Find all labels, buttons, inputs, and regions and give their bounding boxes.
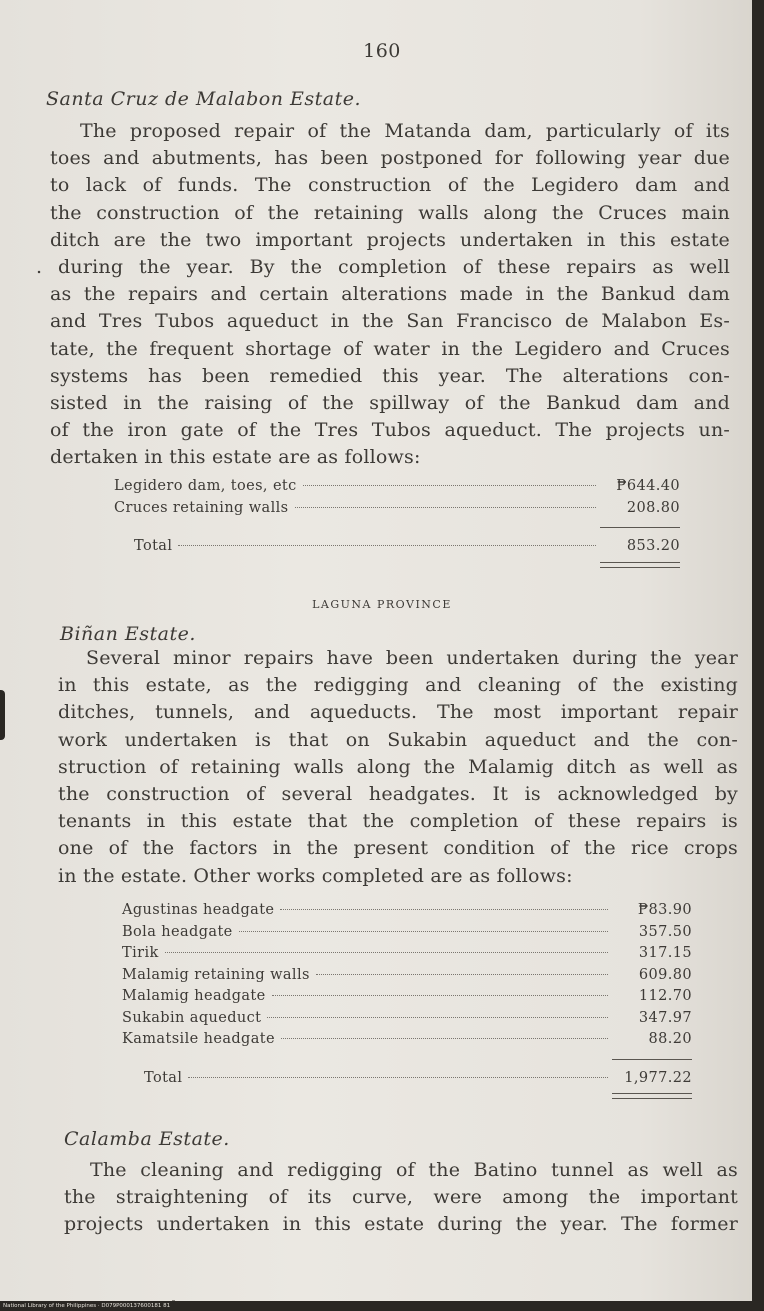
table-row [114, 500, 680, 522]
santa-cruz-expense-table [114, 478, 680, 568]
paragraph-line: The proposed repair of the Matanda dam, particularly of its [80, 120, 730, 142]
paragraph-line: in the estate. Other works completed are as follows: [58, 864, 573, 887]
paragraph-line: one of the factors in the present condition of the rice crops [58, 837, 738, 860]
dot-leader [239, 931, 608, 932]
item-label: Bola headgate [122, 923, 233, 940]
dot-leader [272, 995, 608, 996]
table-row [122, 988, 692, 1010]
item-amount: 208.80 [626, 499, 680, 516]
subtotal-rule [612, 1059, 692, 1060]
item-amount: 317.15 [638, 945, 692, 961]
item-label: Malamig retaining walls [122, 966, 310, 983]
paragraph-line: ditch are the two important projects undertaken in this estate [50, 228, 730, 251]
paragraph-line: and Tres Tubos aqueduct in the San Francisco de Malabon Es- [50, 310, 730, 333]
binan-expense-table [122, 902, 692, 1099]
santa-cruz-paragraph [36, 118, 730, 472]
item-amount: ₱644.40 [616, 478, 680, 494]
total-double-rule [600, 562, 680, 568]
paragraph-line: sisted in the raising of the spillway of the Bankud dam and [50, 392, 730, 415]
item-label: Malamig headgate [122, 988, 266, 1004]
dot-leader [281, 1038, 608, 1039]
santa-cruz-heading: Santa Cruz de Malabon Estate. [46, 88, 362, 110]
calamba-paragraph [64, 1157, 738, 1239]
total-label: Total [144, 1069, 183, 1086]
table-row [122, 945, 692, 967]
dot-leader [316, 974, 608, 975]
item-label: Agustinas headgate [122, 902, 275, 918]
paragraph-line: as the repairs and certain alterations made in the Bankud dam [50, 283, 730, 306]
paragraph-line: dertaken in this estate are as follows: [50, 446, 421, 469]
paragraph-line: ditches, tunnels, and aqueducts. The most important repair [58, 701, 738, 724]
binan-paragraph [58, 645, 738, 890]
page-number: 160 [363, 40, 401, 62]
paragraph-line: . during the year. By the completion of these repairs as well [36, 256, 730, 279]
dot-leader [267, 1017, 608, 1018]
total-row [114, 538, 680, 560]
dot-leader [280, 909, 608, 910]
paragraph-line: tenants in this estate that the completion of these repairs is [58, 810, 738, 833]
item-amount: 347.97 [638, 1009, 692, 1026]
table-row [122, 902, 692, 924]
table-row [122, 924, 692, 946]
dot-leader [188, 1077, 608, 1078]
item-amount: ₱83.90 [637, 902, 692, 918]
item-label: Kamatsile headgate [122, 1031, 275, 1047]
table-row [122, 1031, 692, 1053]
paragraph-line: of the iron gate of the Tres Tubos aqueduct. The projects un- [50, 419, 730, 442]
paragraph-line: struction of retaining walls along the Malamig ditch as well as [58, 755, 738, 778]
calamba-heading: Calamba Estate. [64, 1128, 230, 1150]
paragraph-line: systems has been remedied this year. The alterations con- [50, 364, 730, 387]
subtotal-rule [600, 527, 680, 528]
total-amount: 853.20 [626, 538, 680, 554]
item-label: Cruces retaining walls [114, 499, 289, 516]
paragraph-line: projects undertaken in this estate during the year. The former [64, 1213, 738, 1236]
total-double-rule [612, 1093, 692, 1099]
paragraph-line: in this estate, as the redigging and cleaning of the existing [58, 674, 738, 697]
item-amount: 357.50 [638, 923, 692, 940]
paragraph-line: Several minor repairs have been undertaken during the year [86, 647, 738, 669]
total-label: Total [134, 538, 173, 554]
item-amount: 609.80 [638, 966, 692, 983]
item-amount: 112.70 [638, 988, 692, 1004]
dot-leader [303, 485, 596, 486]
table-row [114, 478, 680, 500]
paragraph-line: toes and abutments, has been postponed for following year due [50, 147, 730, 170]
dot-leader [295, 507, 596, 508]
total-amount: 1,977.22 [624, 1069, 692, 1086]
item-amount: 88.20 [648, 1031, 692, 1047]
table-row [122, 1010, 692, 1032]
section-title: LAGUNA PROVINCE [312, 598, 452, 611]
paragraph-line: The cleaning and redigging of the Batino tunnel as well as [90, 1159, 738, 1181]
table-row [122, 967, 692, 989]
paragraph-line: the construction of the retaining walls along the Cruces main [50, 201, 730, 224]
dot-leader [178, 545, 596, 546]
paragraph-line: tate, the frequent shortage of water in the Legidero and Cruces [50, 337, 730, 360]
binding-edge-mark [0, 690, 5, 740]
item-label: Sukabin aqueduct [122, 1009, 262, 1026]
paragraph-line: to lack of funds. The construction of the Legidero dam and [50, 174, 730, 197]
paragraph-line: work undertaken is that on Sukabin aqueduct and the con- [58, 728, 738, 751]
dot-leader [165, 952, 608, 953]
item-label: Tirik [122, 945, 159, 961]
paragraph-line: the straightening of its curve, were among the important [64, 1186, 738, 1209]
scan-footer: National Library of the Philippines · D079P000137600181 81 [0, 1301, 764, 1311]
paragraph-line: the construction of several headgates. It is acknowledged by [58, 783, 738, 806]
binan-heading: Biñan Estate. [60, 623, 196, 645]
item-label: Legidero dam, toes, etc [114, 478, 297, 494]
total-row [122, 1070, 692, 1092]
